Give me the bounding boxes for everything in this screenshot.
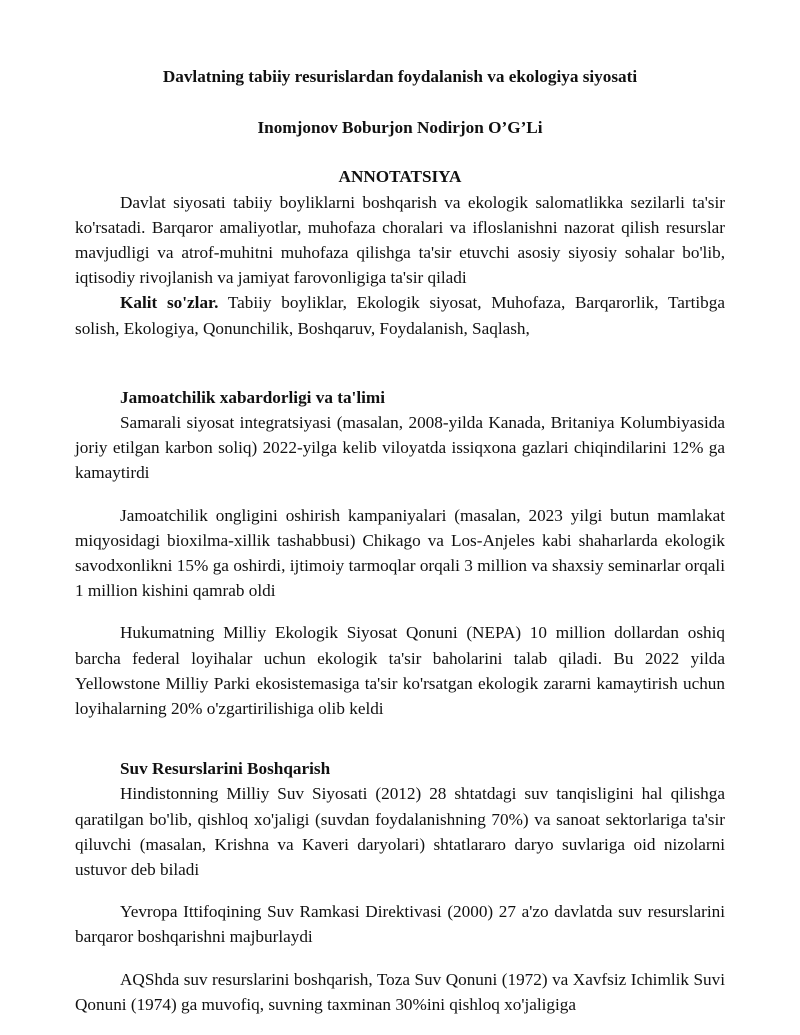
section-1-paragraph-1: Samarali siyosat integratsiyasi (masalan, 2008-yilda Kanada, Britaniya Kolumbiyasida joriy etilgan karbon soliq) 2022-yilga kelib viloyatda issiqxona gazlari chiqindilarini 12% ga kamaytirdi bbox=[75, 413, 725, 483]
annotation-text: Davlat siyosati tabiiy boyliklarni boshqarish va ekologik salomatlikka sezilarli ta'sir ko'rsatadi. Barqaror amaliyotlar, muhofaza choralari va ifloslanishni nazorat qilish resurslar mavjudligi va atrof-muhitni muhofaza qilishga ta'sir etuvchi asosiy siyosiy sohalar bo'lib, iqtisodiy rivojlanish va jamiyat farovonligiga ta'sir qiladi bbox=[75, 192, 725, 288]
paper-title: Davlatning tabiiy resurislardan foydalanish va ekologiya siyosati bbox=[162, 67, 638, 86]
section-2-paragraph-2: Yevropa Ittifoqining Suv Ramkasi Direktivasi (2000) 27 a'zo davlatda suv resurslarini barqaror boshqarishni majburlaydi bbox=[75, 902, 725, 947]
section-1-paragraph-2: Jamoatchilik ongligini oshirish kampaniyalari (masalan, 2023 yilgi butun mamlakat miqyosidagi bioxilma-xillik tashabbusi) Chikago va Los-Anjeles kabi shaharlarda ekologik savodxonlikni 15% ga oshirdi, ijtimoiy tarmoqlar orqali 3 million va shaxsiy seminarlar orqali 1 million kishini qamrab oldi bbox=[75, 505, 725, 601]
keywords-label: Kalit so'zlar. bbox=[120, 293, 219, 313]
keywords-text: Tabiiy boyliklar, Ekologik siyosat, Muhofaza, Barqarorlik, Tartibga solish, Ekologiya, Qonunchilik, Boshqaruv, Foydalanish, Saqlash, bbox=[75, 293, 725, 338]
section-heading-water-resources: Suv Resurslarini Boshqarish bbox=[120, 759, 331, 779]
paper-author: Inomjonov Boburjon Nodirjon O’G’Li bbox=[257, 118, 543, 138]
section-2-paragraph-3: AQShda suv resurslarini boshqarish, Toza Suv Qonuni (1972) va Xavfsiz Ichimlik Suvi Qonuni (1974) ga muvofiq, suvning taxminan 30%ini qishloq xo'jaligiga bbox=[75, 969, 725, 1014]
section-1-paragraph-3: Hukumatning Milliy Ekologik Siyosat Qonuni (NEPA) 10 million dollardan oshiq barcha federal loyihalar uchun ekologik ta'sir baholarini talab qiladi. Bu 2022 yilda Yellowstone Milliy Parki ekosistemasiga ta'sir ko'rsatgan ekologik zararni kamaytirish uchun loyihalarning 20% o'zgartirilishiga olib keldi bbox=[75, 623, 725, 719]
keywords-paragraph bbox=[75, 290, 725, 340]
section-2-paragraph-1: Hindistonning Milliy Suv Siyosati (2012) 28 shtatdagi suv tanqisligini hal qilishga qaratilgan bo'lib, qishloq xo'jaligi (suvdan foydalanishning 70%) va sanoat sektorlariga ta'sir qiluvchi (masalan, Krishna va Kaveri daryolari) shtatlararo daryo suvlariga oid nizolarni ustuvor deb biladi bbox=[75, 784, 725, 880]
section-heading-public-awareness: Jamoatchilik xabardorligi va ta'limi bbox=[120, 387, 385, 407]
annotation-heading: ANNOTATSIYA bbox=[338, 167, 462, 187]
